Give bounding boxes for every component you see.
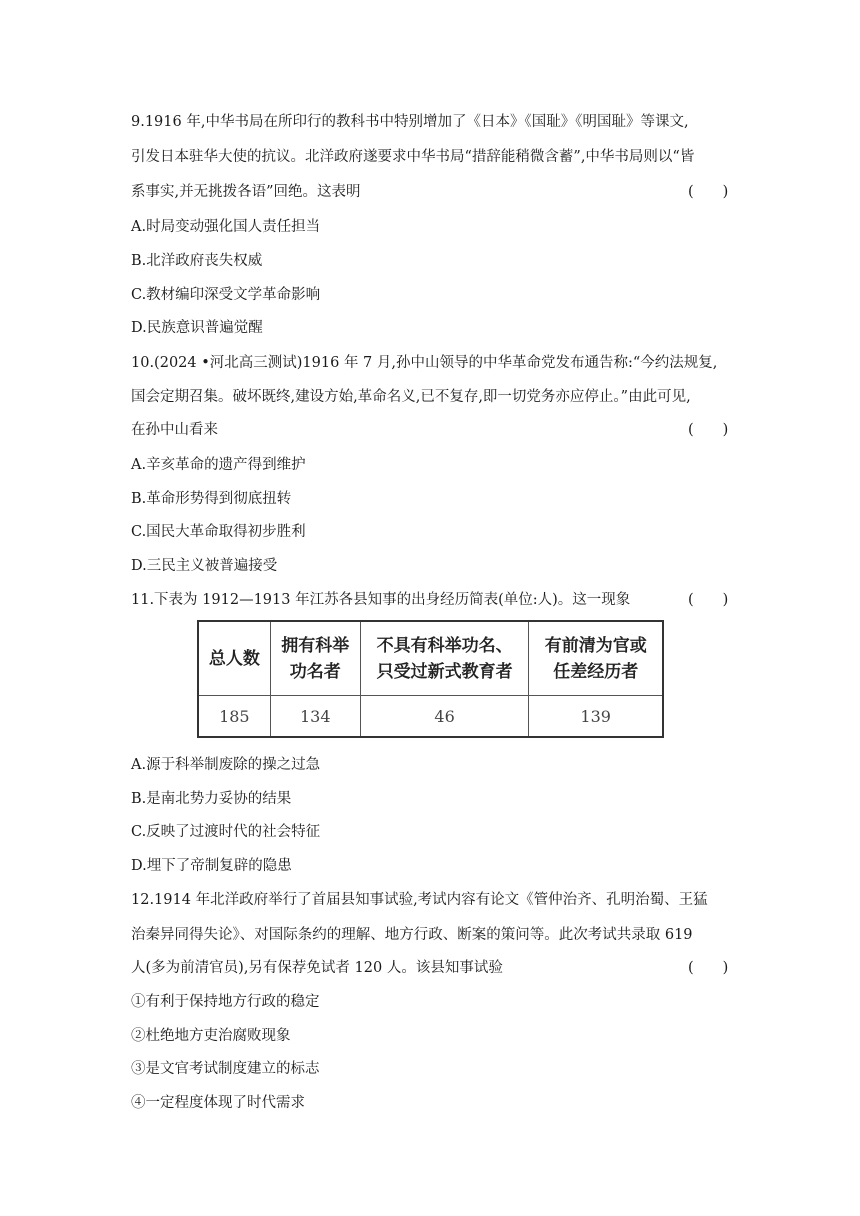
county-magistrate-table [197, 620, 664, 738]
q9-option-a: A.时局变动强化国人责任担当 [131, 219, 321, 235]
table-header-cell: 拥有科举 功名者 [270, 621, 360, 696]
table-cell-qing-official: 139 [529, 696, 663, 738]
table-header-cell: 有前清为官或 任差经历者 [529, 621, 663, 696]
q10-stem-line-1: 10.(2024 •河北高三测试)1916 年 7 月,孙中山领导的中华革命党发布通告称:“今约法规复, [131, 355, 718, 371]
q9-stem-line-2: 引发日本驻华大使的抗议。北洋政府遂要求中华书局“措辞能稍微含蓄”,中华书局则以“皆 [131, 149, 695, 165]
q11-option-b: B.是南北势力妥协的结果 [131, 791, 292, 807]
q9-answer-bracket: ( ) [688, 184, 729, 200]
q11-option-d: D.埋下了帝制复辟的隐患 [131, 858, 292, 874]
q12-option-3: ③是文官考试制度建立的标志 [131, 1061, 320, 1077]
table-cell-total: 185 [198, 696, 270, 738]
q10-option-d: D.三民主义被普遍接受 [131, 558, 278, 574]
q11-answer-bracket: ( ) [688, 592, 729, 608]
q10-option-a: A.辛亥革命的遗产得到维护 [131, 457, 306, 473]
q11-stem-line-1: 11.下表为 1912—1913 年江苏各县知事的出身经历简表(单位:人)。这一现象 [131, 592, 631, 608]
q9-stem-line-3: 系事实,并无挑拨各语”回绝。这表明 [131, 184, 361, 200]
table-header-cell: 不具有科举功名、 只受过新式教育者 [360, 621, 529, 696]
table-row [198, 696, 663, 738]
table-header-cell: 总人数 [198, 621, 270, 696]
q11-option-c: C.反映了过渡时代的社会特征 [131, 824, 321, 840]
table-cell-new-education: 46 [360, 696, 529, 738]
q12-option-4: ④一定程度体现了时代需求 [131, 1095, 305, 1111]
q12-stem-line-3: 人(多为前清官员),另有保荐免试者 120 人。该县知事试验 [131, 960, 503, 976]
q10-option-c: C.国民大革命取得初步胜利 [131, 524, 306, 540]
q10-stem-line-3: 在孙中山看来 [131, 422, 218, 438]
q12-stem-line-2: 治秦异同得失论》、对国际条约的理解、地方行政、断案的策问等。此次考试共录取 619 [131, 927, 693, 943]
q10-option-b: B.革命形势得到彻底扭转 [131, 491, 292, 507]
q10-answer-bracket: ( ) [688, 422, 729, 438]
q10-stem-line-2: 国会定期召集。破坏既终,建设方始,革命名义,已不复存,即一切党务亦应停止。”由此可见, [131, 389, 691, 405]
q11-option-a: A.源于科举制废除的操之过急 [131, 757, 321, 773]
table-header-row [198, 621, 663, 696]
q12-stem-line-1: 12.1914 年北洋政府举行了首届县知事试验,考试内容有论文《管仲治齐、孔明治蜀、王猛 [131, 892, 708, 908]
q12-option-2: ②杜绝地方吏治腐败现象 [131, 1028, 291, 1044]
q9-option-b: B.北洋政府丧失权威 [131, 253, 263, 269]
q9-option-d: D.民族意识普遍觉醒 [131, 320, 263, 336]
q12-answer-bracket: ( ) [688, 960, 729, 976]
q12-option-1: ①有利于保持地方行政的稳定 [131, 994, 320, 1010]
q9-stem-line-1: 9.1916 年,中华书局在所印行的教科书中特别增加了《日本》《国耻》《明国耻》等课文, [131, 114, 689, 130]
q9-option-c: C.教材编印深受文学革命影响 [131, 287, 321, 303]
table-cell-keju: 134 [270, 696, 360, 738]
